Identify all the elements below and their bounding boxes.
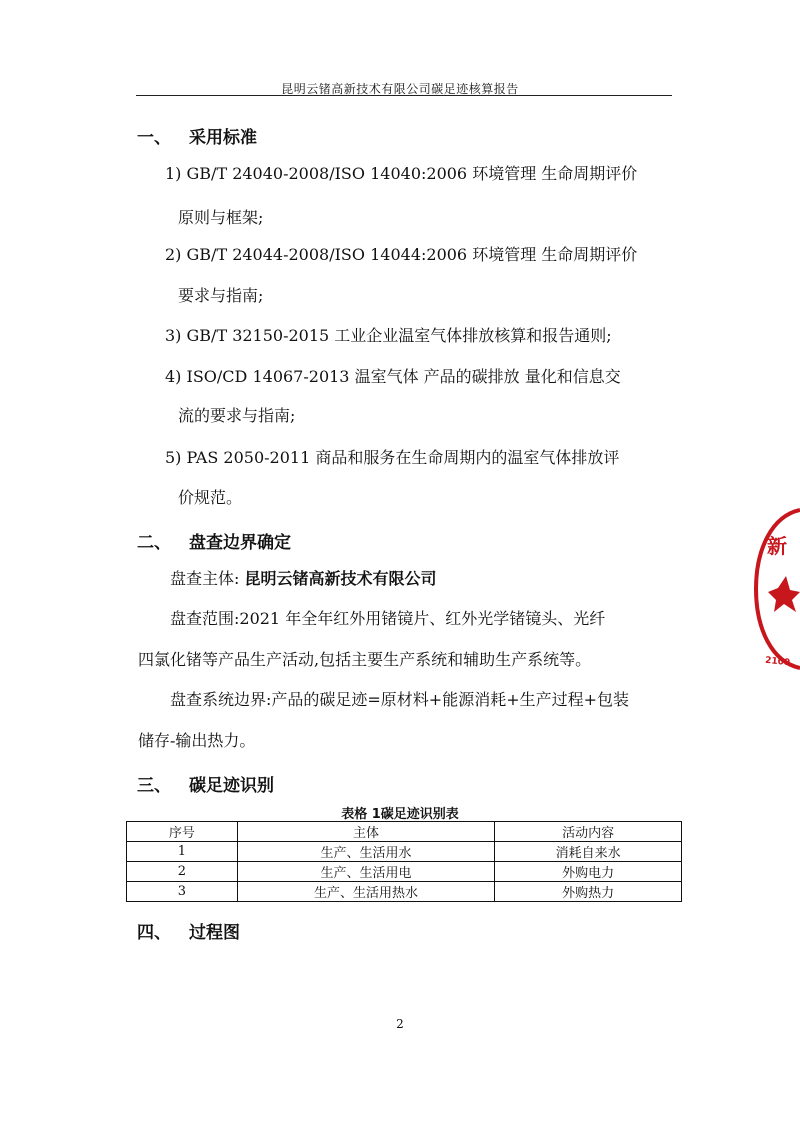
seal-number: 2100: [764, 655, 791, 669]
standard-item-1: 1) GB/T 24040-2008/ISO 14040:2006 环境管理 生命周期评价: [165, 164, 638, 183]
table-cell: 2: [127, 862, 238, 882]
section-heading-3: [137, 771, 274, 796]
section-number: 三、: [137, 776, 171, 796]
boundary-scope-line2: 四氯化锗等产品生产活动,包括主要生产系统和辅助生产系统等。: [138, 650, 592, 669]
section-heading-2: [137, 528, 291, 553]
table-header-cell: 序号: [127, 822, 238, 842]
standard-item-5-cont: 价规范。: [178, 488, 243, 507]
standard-item-4-cont: 流的要求与指南;: [178, 406, 296, 425]
table-cell: 生产、生活用热水: [237, 882, 495, 902]
section-number: 一、: [137, 128, 171, 148]
table-cell: 消耗自来水: [495, 842, 682, 862]
table-row: [127, 882, 682, 902]
section-title: 过程图: [189, 923, 240, 943]
table-cell: 生产、生活用电: [237, 862, 495, 882]
section-title: 采用标准: [189, 128, 257, 148]
header-rule: [136, 95, 672, 96]
table-row: [127, 842, 682, 862]
table-cell: 外购电力: [495, 862, 682, 882]
section-title: 碳足迹识别: [189, 776, 274, 796]
section-heading-4: [137, 918, 240, 943]
running-header: 昆明云锗高新技术有限公司碳足迹核算报告: [281, 82, 519, 96]
table-row: [127, 862, 682, 882]
seal-character: 新: [767, 534, 787, 558]
carbon-identification-table: [126, 821, 682, 902]
standard-item-5: 5) PAS 2050-2011 商品和服务在生命周期内的温室气体排放评: [165, 448, 620, 467]
standard-item-2-cont: 要求与指南;: [178, 286, 264, 305]
subject-value: 昆明云锗高新技术有限公司: [244, 569, 437, 588]
standard-item-1-cont: 原则与框架;: [178, 208, 264, 227]
table-caption: 表格 1碳足迹识别表: [341, 807, 459, 822]
table-header-cell: 活动内容: [495, 822, 682, 842]
boundary-scope-line1: 盘查范围:2021 年全年红外用锗镜片、红外光学锗镜头、光纤: [170, 609, 606, 628]
table-cell: 3: [127, 882, 238, 902]
standard-item-4: 4) ISO/CD 14067-2013 温室气体 产品的碳排放 量化和信息交: [165, 367, 621, 386]
table-cell: 生产、生活用水: [237, 842, 495, 862]
subject-label: 盘查主体:: [170, 569, 240, 588]
boundary-system-line1: 盘查系统边界:产品的碳足迹=原材料+能源消耗+生产过程+包装: [170, 690, 630, 709]
section-title: 盘查边界确定: [189, 533, 291, 553]
section-number: 四、: [137, 923, 171, 943]
standard-item-3: 3) GB/T 32150-2015 工业企业温室气体排放核算和报告通则;: [165, 326, 612, 345]
table-cell: 外购热力: [495, 882, 682, 902]
boundary-subject: [170, 569, 437, 589]
standard-item-2: 2) GB/T 24044-2008/ISO 14044:2006 环境管理 生命周期评价: [165, 245, 638, 264]
section-heading-1: [137, 123, 257, 148]
boundary-system-line2: 储存-输出热力。: [138, 731, 256, 750]
table-header-row: [127, 822, 682, 842]
table-header-cell: 主体: [237, 822, 495, 842]
page-number: 2: [396, 1017, 404, 1031]
table-cell: 1: [127, 842, 238, 862]
section-number: 二、: [137, 533, 171, 553]
